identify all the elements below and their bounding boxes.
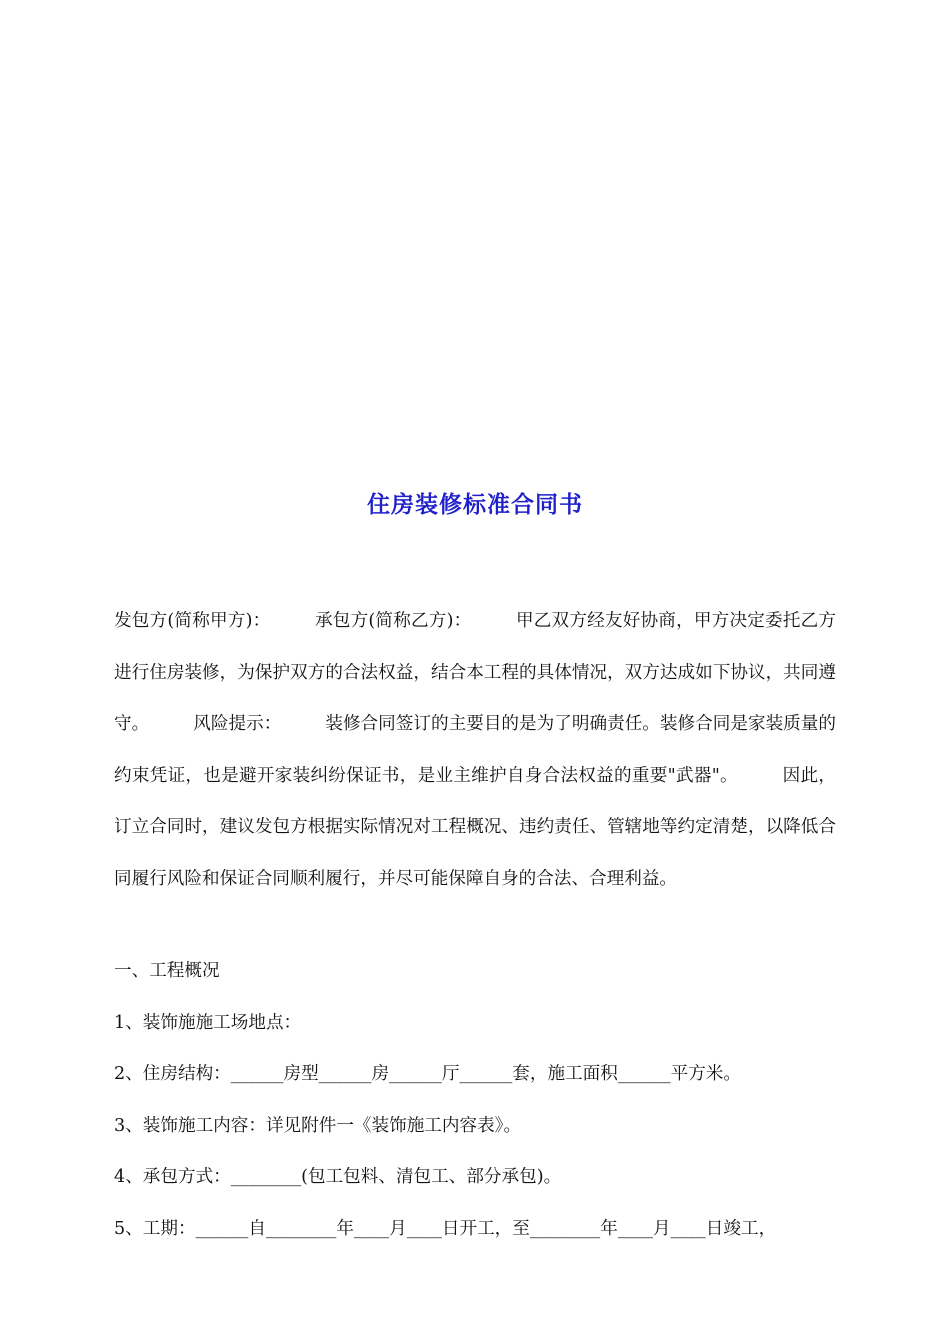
section-heading: 一、工程概况 xyxy=(114,961,220,981)
list-item: 4、承包方式：________(包工包料、清包工、部分承包)。 xyxy=(114,1167,562,1187)
list-item: 3、装饰施工内容：详见附件一《装饰施工内容表》。 xyxy=(114,1115,522,1136)
intro-paragraph: 发包方(简称甲方)： 承包方(简称乙方)： 甲乙双方经友好协商，甲方决定委托乙方进行住房装修，为保护双方的合法权益，结合本工程的具体情况，双方达成如下协议，共同遵守。 风险提示： 装修合同签订的主要目的是为了明确责任。装修合同是家装质量的约束凭证，也是避开家装纠纷保证书，是业主维护自身合法权益的重要"武器"。 因此，订立合同时，建议发包方根据实际情况对工程概况、违约责任、管辖地等约定清楚，以降低合同履行风险和保证合同顺利履行，并尽可能保障自身的合法、合理利益。 xyxy=(114,611,836,889)
overview-section xyxy=(114,946,854,1255)
list-item: 1、装饰施施工场地点： xyxy=(114,1012,302,1033)
document-title: 住房装修标准合同书 xyxy=(367,492,583,518)
list-item: 2、住房结构：______房型______房______厅______套，施工面积______平方米。 xyxy=(114,1064,741,1084)
list-item: 5、工期：______自________年____月____日开工，至________年____月____日竣工， xyxy=(114,1218,777,1239)
